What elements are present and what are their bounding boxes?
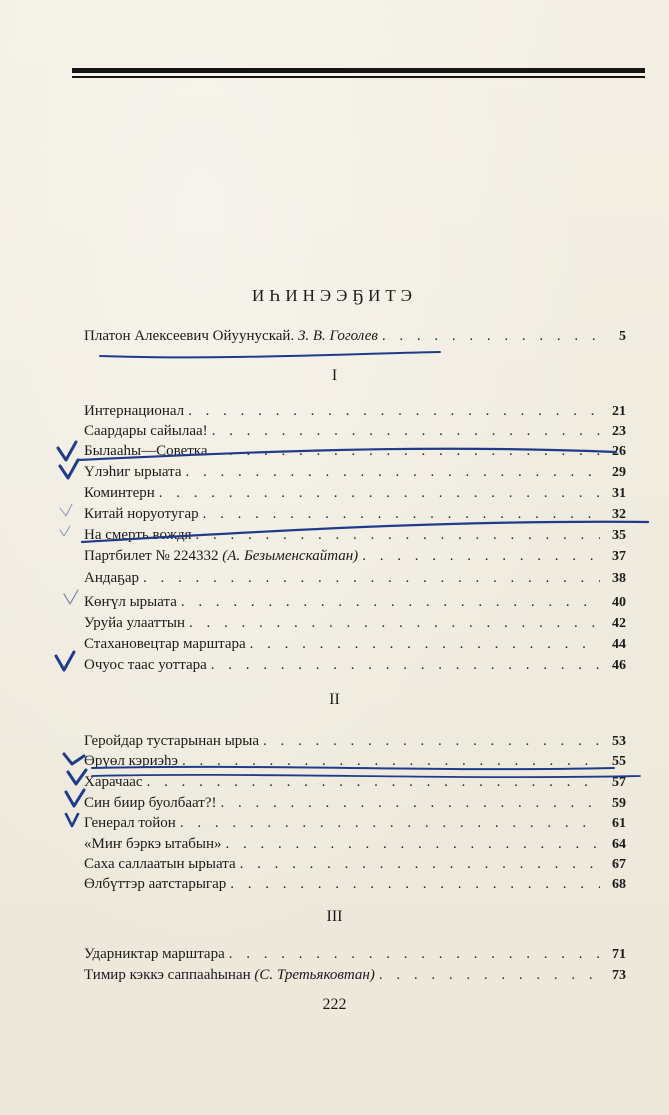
toc-translator: (А. Безыменскайтан) (222, 548, 359, 564)
dot-leader (229, 944, 600, 964)
toc-page: 71 (612, 947, 626, 962)
tick-32 (60, 504, 72, 516)
dot-leader (180, 813, 600, 833)
check-29 (60, 460, 78, 478)
check-61 (66, 814, 78, 826)
toc-page: 57 (612, 775, 626, 790)
toc-page: 37 (612, 549, 626, 564)
toc-page: 68 (612, 877, 626, 892)
toc-page: 31 (612, 486, 626, 501)
toc-page: 64 (612, 837, 626, 852)
toc-translator: (С. Третьяковтан) (254, 967, 375, 983)
toc-title: Партбилет № 224332 (84, 548, 219, 564)
toc-title: Интернационал (84, 403, 185, 419)
toc-page: 35 (612, 528, 626, 543)
toc-row (84, 854, 626, 874)
page-title: ИҺИНЭЭҔИТЭ (252, 286, 417, 305)
dot-leader (221, 793, 601, 813)
section-label: II (329, 691, 340, 708)
dot-leader (250, 634, 600, 654)
toc-row (84, 421, 626, 441)
toc-row (84, 441, 626, 461)
dot-leader (211, 655, 600, 675)
dot-leader (182, 751, 600, 771)
dot-leader (382, 326, 600, 346)
toc-page: 38 (612, 571, 626, 586)
dot-leader (212, 421, 600, 441)
toc-row (84, 655, 626, 675)
toc-title: Харачаас (84, 774, 143, 790)
toc-page: 73 (612, 968, 626, 983)
dot-leader (188, 401, 600, 421)
toc-page: 40 (612, 595, 626, 610)
toc-page: 61 (612, 816, 626, 831)
dot-leader (143, 568, 600, 588)
toc-title: Былааһы—Советка (84, 443, 208, 459)
toc-title: Саардары сайылаа! (84, 423, 208, 439)
toc-title: Коминтерн (84, 485, 155, 501)
dot-leader (226, 834, 600, 854)
toc-title: Ударниктар марштара (84, 946, 225, 962)
toc-row (84, 874, 626, 894)
check-46 (56, 652, 74, 670)
dot-leader (147, 772, 600, 792)
toc-row (84, 401, 626, 421)
toc-row (84, 613, 626, 633)
check-40 (64, 590, 78, 604)
section-label: III (326, 908, 343, 925)
toc-row (84, 731, 626, 751)
dot-leader (362, 546, 600, 566)
toc-page: 26 (612, 444, 626, 459)
dot-leader (189, 613, 600, 633)
dot-leader (263, 731, 600, 751)
dot-leader (240, 854, 600, 874)
page-number: 222 (322, 996, 347, 1013)
tick-35 (60, 526, 70, 536)
toc-title: Өрүөл кэриэһэ (84, 753, 178, 769)
section-label: I (331, 367, 338, 384)
toc-title: Геройдар тустарынан ырыа (84, 733, 260, 749)
dot-leader (230, 874, 600, 894)
toc-row (84, 568, 626, 588)
toc-title: Стахановецтар марштара (84, 636, 246, 652)
toc-row (84, 634, 626, 654)
toc-title: «Миҥ бэркэ ытабын» (84, 836, 222, 852)
intro-author: Платон Алексеевич Ойуунускай. (84, 328, 295, 344)
toc-row (84, 462, 626, 482)
toc-title: Өлбүттэр аатстарыгар (84, 876, 227, 892)
intro-by: З. В. Гоголев (297, 328, 378, 344)
check-59 (66, 790, 84, 806)
toc-page: 53 (612, 734, 626, 749)
toc-page: 55 (612, 754, 626, 769)
toc-row (84, 965, 626, 985)
toc-page: 67 (612, 857, 626, 872)
toc-title: Көҥүл ырыата (84, 594, 177, 610)
toc-page: 42 (612, 616, 626, 631)
dot-leader (203, 504, 600, 524)
toc-row (84, 504, 626, 524)
toc-title: Үлэһиг ырыата (84, 464, 182, 480)
check-26 (58, 442, 76, 460)
dot-leader (186, 462, 600, 482)
toc-row (84, 772, 626, 792)
toc-title: Тимир кэккэ саппааһынан (84, 967, 251, 983)
toc-title: Андаҕар (84, 570, 140, 586)
toc-title: Уруйа улааттын (84, 615, 186, 631)
toc-row (84, 592, 626, 612)
toc-row (84, 483, 626, 503)
check-55 (64, 754, 84, 764)
dot-leader (159, 483, 600, 503)
toc-row (84, 834, 626, 854)
toc-row (84, 793, 626, 813)
toc-title: Китай норуотугар (84, 506, 199, 522)
toc-title: Генерал тойон (84, 815, 176, 831)
toc-title: Саха саллаатын ырыата (84, 856, 236, 872)
toc-page: 21 (612, 404, 626, 419)
toc-row (84, 751, 626, 771)
dot-leader (181, 592, 600, 612)
dot-leader (212, 441, 600, 461)
underline-intro (100, 352, 440, 357)
toc-page: 44 (612, 637, 626, 652)
dot-leader (196, 525, 601, 545)
toc-row (84, 546, 626, 566)
toc-row (84, 813, 626, 833)
top-rule-thin (72, 76, 645, 78)
intro-page: 5 (619, 329, 626, 344)
toc-title: На смерть вождя (84, 527, 192, 543)
toc-title: Очуос таас уоттара (84, 657, 207, 673)
top-rule (72, 68, 645, 73)
toc-row (84, 944, 626, 964)
toc-page: 29 (612, 465, 626, 480)
toc-page: 32 (612, 507, 626, 522)
toc-page: 23 (612, 424, 626, 439)
toc-row (84, 525, 626, 545)
toc-intro (84, 326, 626, 346)
toc-page: 59 (612, 796, 626, 811)
dot-leader (379, 965, 600, 985)
toc-page: 46 (612, 658, 626, 673)
toc-title: Син биир буолбаат?! (84, 795, 217, 811)
